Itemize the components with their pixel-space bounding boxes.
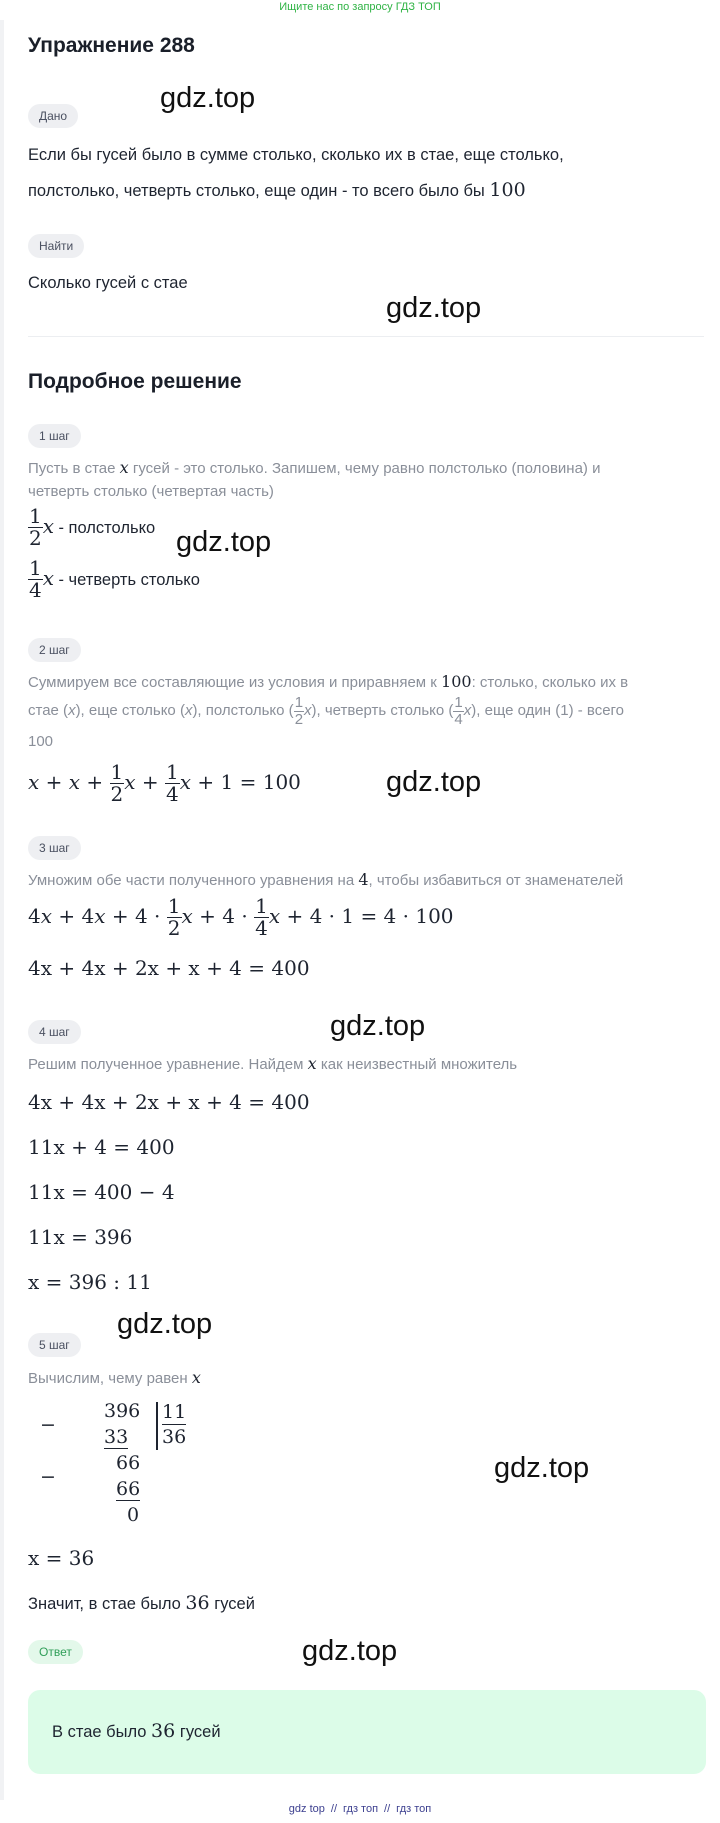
step-3-text: Умножим обе части полученного уравнения на 4, чтобы избавиться от знаменателей <box>28 870 624 889</box>
remainder-1: 66 <box>116 1452 141 1474</box>
step-2-equation: x + x + $\frac{1}{2}$ x + $\frac{1}{4}$ x + 1 = 100 <box>28 760 301 806</box>
watermark: gdz.top <box>494 1452 590 1484</box>
divisor: 11 <box>162 1401 187 1423</box>
conclusion-text: Значит, в стае было 36 гусей <box>28 1592 255 1614</box>
step-4-line-3: 11x = 400 − 4 <box>28 1180 175 1204</box>
remainder-2: 0 <box>127 1504 140 1526</box>
footer-link[interactable]: gdz top <box>288 1803 325 1815</box>
footer-separator: // <box>330 1803 338 1815</box>
quotient: 36 <box>162 1426 187 1448</box>
watermark: gdz.top <box>330 1010 426 1042</box>
step-3-tag: 3 шаг <box>28 836 81 860</box>
step-1-text-2: четверть столько (четвертая часть) <box>28 483 274 500</box>
step-5-tag: 5 шаг <box>28 1333 81 1357</box>
step-4-line-2: 11x + 4 = 400 <box>28 1135 175 1159</box>
long-division <box>28 1400 208 1540</box>
watermark: gdz.top <box>302 1635 398 1667</box>
step-5-text: Вычислим, чему равен x <box>28 1368 201 1387</box>
answer-text: В стае было 36 гусей <box>52 1720 221 1742</box>
step-1-tag: 1 шаг <box>28 424 81 448</box>
find-tag: Найти <box>28 234 84 258</box>
left-border <box>0 20 4 1800</box>
step-4-line-5: x = 396 : 11 <box>28 1270 152 1294</box>
subtrahend-2: 66 <box>116 1478 141 1500</box>
footer-links <box>0 1803 720 1815</box>
dividend: 396 <box>104 1400 141 1422</box>
given-text-line-1: Если бы гусей было в сумме столько, сколько их в стае, еще столько, <box>28 146 564 164</box>
watermark: gdz.top <box>386 292 482 324</box>
footer-separator: // <box>384 1803 391 1815</box>
answer-box <box>28 1690 706 1774</box>
step-4-text: Решим полученное уравнение. Найдем x как неизвестный множитель <box>28 1054 518 1073</box>
step-2-tag: 2 шаг <box>28 638 81 662</box>
step-4-line-4: 11x = 396 <box>28 1225 133 1249</box>
step-3-equation-2: 4x + 4x + 2x + x + 4 = 400 <box>28 956 310 980</box>
step-5-result: x = 36 <box>28 1546 95 1570</box>
given-tag: Дано <box>28 104 78 128</box>
step-1-text: Пусть в стае x гусей - это столько. Запишем, чему равно полстолько (половина) и <box>28 458 601 477</box>
step-4-tag: 4 шаг <box>28 1020 81 1044</box>
given-number: 100 <box>489 179 526 201</box>
step-2-text-3: 100 <box>28 733 54 750</box>
section-divider <box>28 336 704 337</box>
subtrahend-1: 33 <box>104 1426 129 1448</box>
page-title: Упражнение 288 <box>28 34 195 57</box>
step-2-text: Суммируем все составляющие из условия и приравняем к 100: столько, сколько их в <box>28 672 629 691</box>
search-banner: Ищите нас по запросу ГДЗ ТОП <box>279 1 441 13</box>
watermark: gdz.top <box>176 526 272 558</box>
answer-tag: Ответ <box>28 1640 83 1664</box>
watermark: gdz.top <box>160 82 256 114</box>
solution-title: Подробное решение <box>28 370 242 393</box>
footer-link[interactable]: гдз топ <box>343 1803 379 1815</box>
minus-sign: − <box>40 1466 56 1488</box>
division-bar <box>156 1402 158 1450</box>
watermark: gdz.top <box>386 766 482 798</box>
find-text: Сколько гусей с стае <box>28 274 188 292</box>
minus-sign: − <box>40 1414 56 1436</box>
step-2-text-2: стае (x), еще столько (x), полстолько ( $\frac{1}{2}$ x), четверть столько ( $\frac{1}{4}$ x), еще один (1) - всего <box>28 693 625 728</box>
step-4-line-1: 4x + 4x + 2x + x + 4 = 400 <box>28 1090 310 1114</box>
step-3-equation-1: 4x + 4x + 4 · $\frac{1}{2}$ x + 4 · $\frac{1}{4}$ x + 4 · 1 = 4 · 100 <box>28 894 454 940</box>
quarter-expression: $\frac{1}{4}$ x - четверть столько <box>29 556 200 602</box>
watermark: gdz.top <box>117 1308 213 1340</box>
half-expression: $\frac{1}{2}$ x - полстолько <box>29 504 156 550</box>
given-text-line-2: полстолько, четверть столько, еще один - то всего было бы 100 <box>28 179 526 201</box>
footer-link[interactable]: гдз топ <box>396 1803 432 1815</box>
